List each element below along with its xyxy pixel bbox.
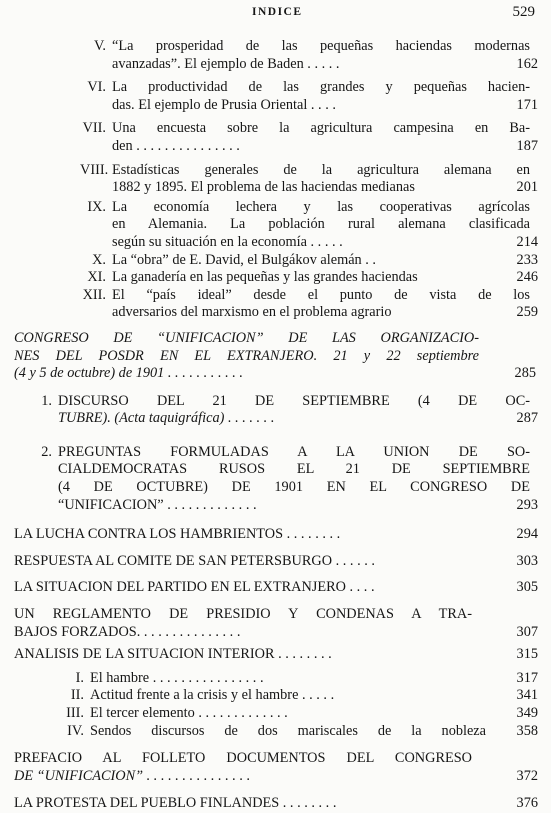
toc-page: 372: [516, 767, 538, 784]
page-header: [0, 6, 551, 26]
toc-page: 341: [516, 687, 538, 704]
toc-entry-v[interactable]: V. “La prosperidad de las pequeñas haciendas modernas avanzadas”. El ejemplo de Baden . . . . . 162: [93, 38, 538, 72]
toc-entry-vi[interactable]: VI. La productividad de las grandes y pequeñas hacien- das. El ejemplo de Prusia Oriental . . . . 171: [87, 79, 538, 113]
running-title: INDICE: [252, 6, 303, 18]
toc-entry-protesta[interactable]: LA PROTESTA DEL PUEBLO FINLANDES . . . . . . . . 376: [14, 795, 538, 812]
toc-page: 201: [516, 179, 538, 196]
toc-page: 358: [516, 722, 538, 739]
toc-entry-lucha[interactable]: LA LUCHA CONTRA LOS HAMBRIENTOS . . . . . . . . 294: [14, 526, 538, 543]
toc-page: 171: [516, 96, 538, 113]
toc-page: 259: [516, 304, 538, 321]
toc-entry-sendos-discursos[interactable]: IV. Sendos discursos de dos mariscales de la nobleza 358: [67, 722, 538, 739]
toc-page: 349: [516, 705, 538, 721]
toc-entry-vii[interactable]: VII. Una encuesta sobre la agricultura campesina en Ba- den . . . . . . . . . . . . . . . 187: [82, 120, 538, 154]
toc-page: 285: [514, 365, 536, 382]
toc-entry-x[interactable]: X. La “obra” de E. David, el Bulgákov alemán . . 233: [92, 251, 538, 268]
toc-page: 293: [516, 496, 538, 513]
toc-page: 305: [516, 579, 538, 596]
toc-entry-congreso[interactable]: CONGRESO DE “UNIFICACION” DE LAS ORGANIZACIO- NES DEL POSDR EN EL EXTRANJERO. 21 y 22 septiembre (4 y 5 de octubre) de 1901 . . . . . . . . . . . 285: [14, 329, 536, 382]
toc-page: 307: [516, 623, 538, 640]
toc-page: 246: [516, 269, 538, 286]
toc-entry-hambre[interactable]: I. El hambre . . . . . . . . . . . . . . . . 317: [75, 669, 538, 686]
toc-page: 303: [516, 552, 538, 569]
toc-page: 315: [516, 646, 538, 663]
toc-entry-respuesta[interactable]: RESPUESTA AL COMITE DE SAN PETERSBURGO . . . . . . 303: [14, 552, 538, 569]
toc-entry-situacion-partido[interactable]: LA SITUACION DEL PARTIDO EN EL EXTRANJERO . . . . 305: [14, 579, 538, 596]
toc-page: 187: [516, 137, 538, 154]
toc-entry-ix[interactable]: IX. La economía lechera y las cooperativas agrícolas en Alemania. La población rural alemana clasificada según su situación en la economía . . . . . 214: [87, 198, 538, 250]
toc-entry-xi[interactable]: XI. La ganadería en las pequeñas y las grandes haciendas 246: [87, 269, 538, 286]
toc-entry-preguntas[interactable]: 2. PREGUNTAS FORMULADAS A LA UNION DE SO- CIALDEMOCRATAS RUSOS EL 21 DE SEPTIEMBRE (4 DE OCTUBRE) DE 1901 EN EL CONGRESO DE “UNIFICACION” . . . . . . . . . . . . . 293: [41, 443, 538, 513]
toc-entry-tercer-elemento[interactable]: III. El tercer elemento . . . . . . . . . . . . . 349: [66, 705, 538, 721]
toc-page: 214: [516, 233, 538, 250]
toc-entry-discurso[interactable]: 1. DISCURSO DEL 21 DE SEPTIEMBRE (4 DE OC- TUBRE). (Acta taquigráfica) . . . . . . . 287: [41, 392, 538, 427]
toc-page: 162: [516, 55, 538, 72]
toc-page: 287: [516, 410, 538, 427]
toc-page: 317: [516, 669, 538, 686]
toc-entry-actitud[interactable]: II. Actitud frente a la crisis y el hambre . . . . . 341: [70, 687, 538, 704]
toc-entry-reglamento[interactable]: UN REGLAMENTO DE PRESIDIO Y CONDENAS A TRA- BAJOS FORZADOS. . . . . . . . . . . . . . . 307: [14, 606, 538, 640]
toc-entry-prefacio[interactable]: PREFACIO AL FOLLETO DOCUMENTOS DEL CONGRESO DE “UNIFICACION” . . . . . . . . . . . . . . . 372: [14, 750, 538, 784]
toc-page: 294: [516, 526, 538, 543]
toc-entry-xii[interactable]: XII. El “país ideal” desde el punto de vista de los adversarios del marxismo en el problema agrario 259: [82, 286, 538, 321]
table-of-contents: [0, 38, 551, 813]
toc-entry-viii[interactable]: VIII. Estadísticas generales de la agricultura alemana en 1882 y 1895. El problema de las haciendas medianas 201: [80, 161, 538, 196]
toc-page: 376: [516, 795, 538, 812]
toc-entry-analisis[interactable]: ANALISIS DE LA SITUACION INTERIOR . . . . . . . . 315: [14, 646, 538, 663]
toc-page: 233: [516, 251, 538, 268]
page-number: 529: [512, 4, 535, 20]
